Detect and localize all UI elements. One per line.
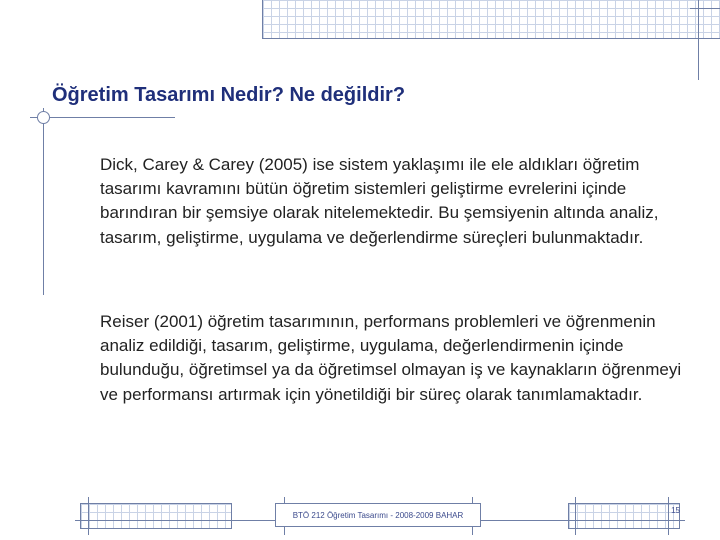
bottom-tick-5 (668, 497, 669, 535)
footer-box (275, 503, 481, 527)
page-number: 15 (671, 506, 680, 515)
bottom-tick-1 (88, 497, 89, 535)
slide-title: Öğretim Tasarımı Nedir? Ne değildir? (52, 84, 406, 106)
top-right-horizontal-rule (690, 8, 720, 9)
bottom-tick-4 (575, 497, 576, 535)
title-underline (30, 117, 175, 118)
footer-text: BTÖ 212 Öğretim Tasarımı - 2008-2009 BAHAR (292, 511, 464, 520)
paragraph-dick-carey: Dick, Carey & Carey (2005) ise sistem yaklaşımı ile ele aldıkları öğretim tasarımı kavramını bütün öğretim sistemleri geliştirme evrelerini içinde barındıran bir şemsiye olarak nitelemektedir. Bu şemsiyenin altında analiz, tasarım, geliştirme, uygulama ve değerlendirme süreçleri bulunmaktadır. (100, 155, 659, 247)
top-right-vertical-rule (698, 0, 699, 80)
left-vertical-rule (43, 108, 44, 295)
bottom-left-grid-decoration (80, 503, 232, 529)
paragraph-reiser: Reiser (2001) öğretim tasarımının, performans problemleri ve öğrenmenin analiz edildiği, tasarım, geliştirme, uygulama, değerlendirmenin içinde bulunduğu, öğretimsel ya da öğretimsel olmayan iş ve kaynakların öğrenmeyi ve performansı artırmak için yönetildiği bir süreç olarak tanımlamaktadır. (100, 312, 682, 404)
title-anchor-circle (37, 111, 50, 124)
top-grid-decoration (262, 0, 720, 39)
